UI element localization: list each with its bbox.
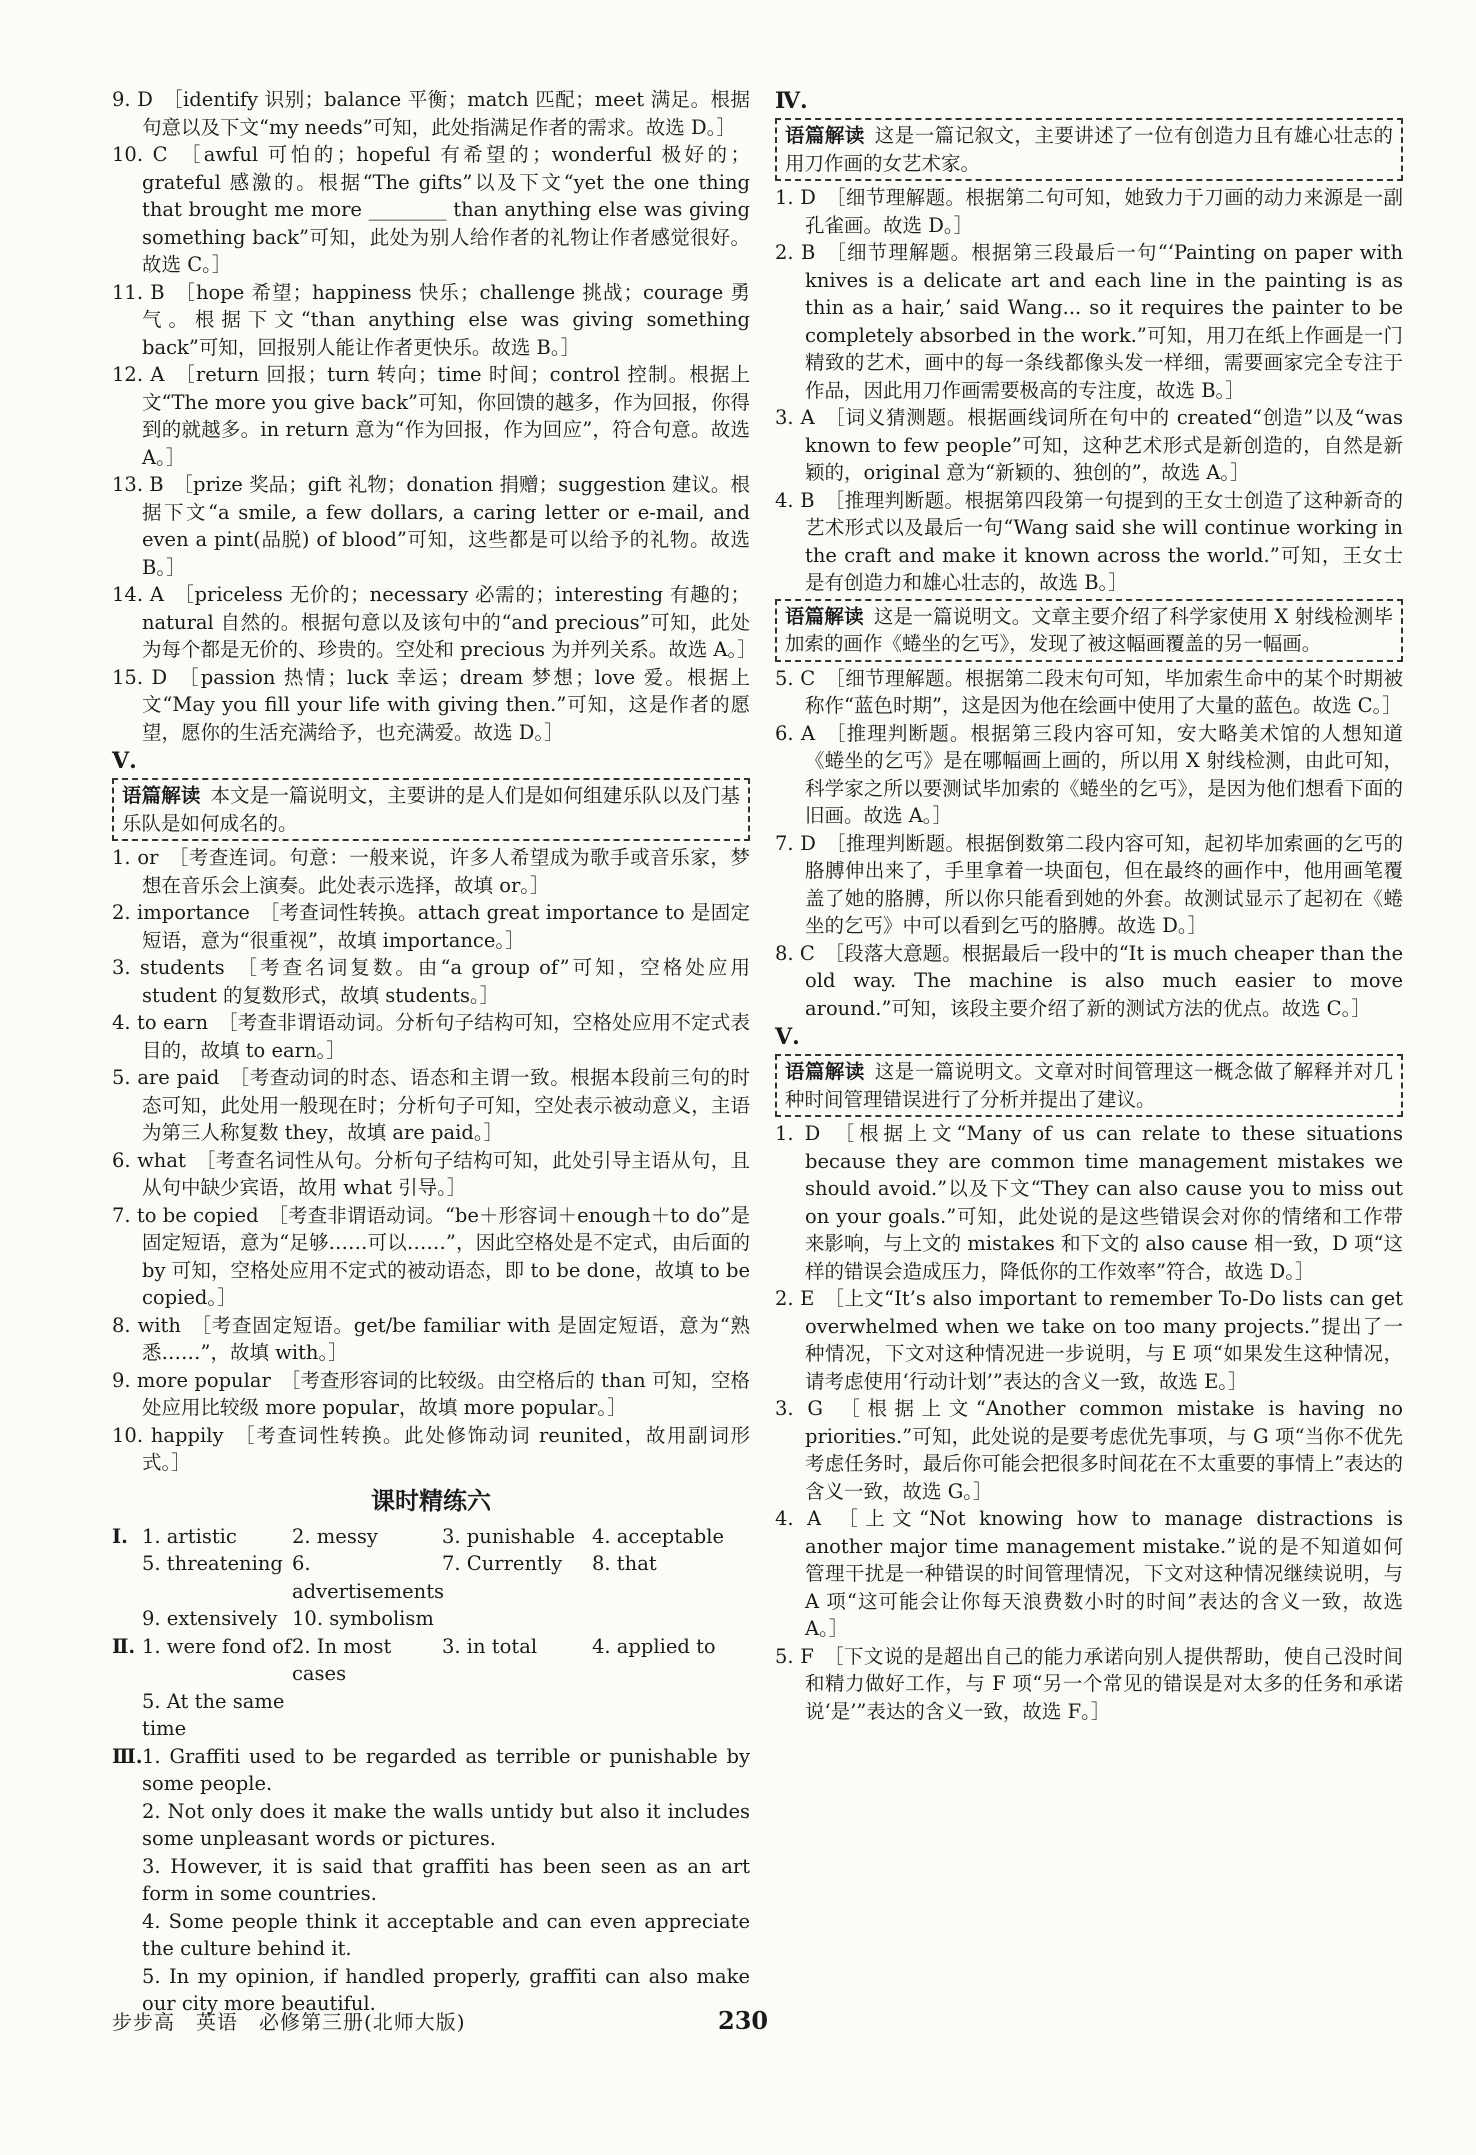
section-iii-heading: Ⅲ. (112, 1744, 143, 1768)
left-column (112, 86, 757, 2018)
answer-key: 14. A (112, 583, 164, 606)
answer-explanation: ［考查非谓语动词。“be＋形容词＋enough＋to do”是固定短语，意为“足够……可以……”，因此空格处是不定式，由后面的 by 可知，空格处应用不定式的被动语态，即 to be done，故填 to be copied。］ (142, 1203, 750, 1309)
answer-item (112, 1202, 750, 1312)
answer-list-reading-a (775, 184, 1403, 597)
answer-item (112, 86, 750, 141)
answer-item (112, 141, 750, 279)
answer-item (112, 279, 750, 362)
answer-explanation: ［考查名词性从句。分析句子结构可知，此处引导主语从句，且从句中缺少宾语，故用 what 引导。］ (142, 1148, 750, 1199)
answer-key: 7. D (775, 831, 816, 855)
answer-item (112, 1422, 750, 1477)
answer-item (775, 1505, 1403, 1643)
answer-explanation: ［根据上文“Many of us can relate to these situations because they are common time management mistakes we should avoid.”以及下文“They can also cause you to miss out on your goals.”可知，此处说的是这些错误会对你的情绪和工作带来影响，与上文的 mistakes 和下文的 also cause 相一致，D 项“这样的错误会造成压力，降低你的工作效率”符合，故选 D。］ (805, 1122, 1403, 1283)
answer-list-cloze (112, 86, 757, 746)
answer-item (112, 361, 750, 471)
answer-explanation: ［上文“It’s also important to remember To-Do lists can get overwhelmed when we take on too many projects.”提出了一种情况，下文对这种情况进一步说明，与 E 项“如果发生这种情况，请考虑使用‘行动计划’”表达的含义一致，故选 E。］ (805, 1287, 1403, 1393)
answer-key: 13. B (112, 473, 164, 496)
answer-explanation: ［考查连词。句意：一般来说，许多人希望成为歌手或音乐家，梦想在音乐会上演奏。此处表示选择，故填 or。］ (142, 846, 750, 897)
answer-item (775, 1120, 1403, 1285)
short-answer: 9. extensively (142, 1607, 278, 1630)
answer-list-reading-b (775, 665, 1403, 1023)
answer-key: 7. to be copied (112, 1203, 259, 1227)
answer-explanation: ［细节理解题。根据第三段最后一句“‘Painting on paper with knives is a delicate art and each line in the painting is as thin as a hair,’ said Wang... so it requires the painter to be completely absorbed in the work.”可知，用刀在纸上作画是一门精致的艺术，画中的每一条线都像头发一样细，需要画家完全专注于作品，因此用刀作画需要极高的专注度，故选 B。］ (805, 241, 1403, 402)
answer-key: 6. A (775, 721, 816, 745)
section-i-answers (142, 1523, 742, 1633)
short-answer: 1. were fond of (142, 1634, 292, 1658)
answer-item (775, 184, 1403, 239)
section-iii-first: 1. Graffiti used to be regarded as terrible or punishable by some people. (142, 1744, 750, 1795)
answer-explanation: ［推理判断题。根据第三段内容可知，安大略美术馆的人想知道《蜷坐的乞丐》是在哪幅画上画的，所以用 X 射线检测，由此可知，科学家之所以要测试毕加索的《蜷坐的乞丐》，是因为他们想看下面的旧画。故选 A。］ (805, 721, 1403, 827)
answer-explanation: ［awful 可怕的；hopeful 有希望的；wonderful 极好的；grateful 感激的。根据“The gifts”以及下文“yet the one thing that brought me more ________ than anything else was giving something back”可知，此处为别人给作者的礼物让作者感觉很好。故选 C。］ (142, 143, 750, 276)
summary-label: 语篇解读 (785, 604, 864, 628)
answer-explanation: ［根据上文“Another common mistake is having no priorities.”可知，此处说的是要考虑优先事项，与 G 项“当你不优先考虑任务时，最后你可能会把很多时间花在不太重要的事情上”表达的含义一致，故选 G。］ (805, 1397, 1403, 1503)
answer-item (775, 720, 1403, 830)
answer-item (112, 581, 757, 664)
answer-key: 2. importance (112, 901, 250, 924)
answer-explanation: ［hope 希望；happiness 快乐；challenge 挑战；courage 勇气。根据下文“than anything else was giving something back”可知，回报别人能让作者更快乐。故选 B。］ (142, 280, 750, 359)
passage-summary-box-3 (775, 1054, 1403, 1117)
passage-summary-box-1 (775, 118, 1403, 181)
short-answer: 5. threatening (142, 1552, 283, 1575)
right-column (775, 86, 1403, 1725)
answer-item (775, 1395, 1403, 1505)
answer-item (112, 1312, 750, 1367)
summary-text: 这是一篇记叙文，主要讲述了一位有创造力且有雄心壮志的用刀作画的女艺术家。 (785, 124, 1393, 175)
answer-explanation: ［段落大意题。根据最后一段中的“It is much cheaper than the old way. The machine is also much easier to move around.”可知，该段主要介绍了新的测试方法的优点。故选 C。］ (805, 941, 1403, 1020)
answer-explanation: ［考查词性转换。attach great importance to 是固定短语，意为“很重视”，故填 importance。］ (142, 901, 750, 952)
short-answer: 2. messy (292, 1524, 378, 1548)
short-answer: 3. in total (442, 1634, 538, 1658)
answer-key: 6. what (112, 1148, 186, 1172)
answer-explanation: ［return 回报；turn 转向；time 时间；control 控制。根据上文“The more you give back”可知，你回馈的越多，作为回报，你得到的就越多。in return 意为“作为回报，作为回应”，符合句意。故选 A。］ (142, 363, 750, 469)
answer-item (775, 1643, 1403, 1726)
translation-sentence: 5. In my opinion, if handled properly, graffiti can also make our city more beautiful. (142, 1964, 750, 2015)
section-iii (112, 1743, 750, 1798)
short-answer: 2. In most cases (292, 1634, 392, 1685)
summary-label: 语篇解读 (122, 784, 201, 807)
section-ii (112, 1633, 750, 1743)
translation-sentence: 3. However, it is said that graffiti has been seen as an art form in some countries. (142, 1854, 750, 1905)
answer-key: 10. C (112, 143, 168, 166)
answer-item (775, 665, 1403, 720)
answer-explanation: ［上文“Not knowing how to manage distractions is another major time management mistake.”说的是不知道如何管理干扰是一种错误的时间管理情况，下文对这种情况继续说明，与 A 项“这可能会让你每天浪费数小时的时间”表达的含义一致，故选 A。］ (805, 1507, 1404, 1640)
answer-explanation: ［考查名词复数。由“a group of”可知，空格处应用 student 的复数形式，故填 students。］ (142, 956, 750, 1007)
answer-key: 1. D (775, 186, 816, 209)
answer-item (775, 487, 1403, 597)
answer-key: 15. D (112, 665, 168, 689)
answer-item (775, 940, 1403, 1023)
answer-key: 3. A (775, 406, 815, 429)
answer-key: 2. E (775, 1287, 815, 1310)
answer-item (112, 471, 750, 581)
short-answer: 5. At the same time (142, 1689, 285, 1740)
lesson-title: 课时精练六 (371, 1486, 491, 1515)
passage-summary-box-2 (775, 599, 1403, 662)
answer-explanation: ［prize 奖品；gift 礼物；donation 捐赠；suggestion 建议。根据下文“a smile, a few dollars, a caring letter or e-mail, and even a pint(品脱) of blood”可知，这些都是可以给予的礼物。故选 B。］ (142, 473, 750, 579)
answer-key: 3. G (775, 1397, 823, 1420)
short-answer: 3. punishable (442, 1524, 576, 1548)
answer-explanation: ［identify 识别；balance 平衡；match 匹配；meet 满足。根据句意以及下文“my needs”可知，此处指满足作者的需求。故选 D。］ (142, 88, 750, 139)
section-iii-sentences (112, 1798, 750, 2018)
answer-key: 4. B (775, 488, 815, 512)
answer-explanation: ［推理判断题。根据第四段第一句提到的王女士创造了这种新奇的艺术形式以及最后一句“Wang said she will continue working in the craft and make it known across the world.”可知，王女士是有创造力和雄心壮志的，故选 B。］ (805, 488, 1403, 594)
summary-text: 本文是一篇说明文，主要讲的是人们是如何组建乐队以及门基乐队是如何成名的。 (122, 784, 740, 835)
answer-item (112, 1009, 750, 1064)
answer-key: 9. more popular (112, 1368, 271, 1392)
answer-list-seven-choose-five (775, 1120, 1403, 1725)
answer-explanation: ［细节理解题。根据第二段末句可知，毕加索生命中的某个时期被称作“蓝色时期”，这是因为他在绘画中使用了大量的蓝色。故选 C。］ (805, 666, 1403, 717)
section-heading-iv: Ⅳ. (775, 88, 808, 114)
short-answer: 1. artistic (142, 1524, 237, 1548)
summary-label: 语篇解读 (785, 1060, 865, 1083)
answer-explanation: ［下文说的是超出自己的能力承诺向别人提供帮助，使自己没时间和精力做好工作，与 F 项“另一个常见的错误是对太多的任务和承诺说‘是’”表达的含义一致，故选 F。］ (805, 1644, 1403, 1723)
answer-item (775, 1285, 1403, 1395)
section-heading-v-right: Ⅴ. (775, 1024, 800, 1050)
answer-key: 2. B (775, 241, 816, 264)
section-i-heading: Ⅰ. (112, 1524, 128, 1548)
answer-explanation: ［priceless 无价的；necessary 必需的；interesting 有趣的；natural 自然的。根据句意以及该句中的“and precious”可知，此处为每个都是无价的、珍贵的。空处和 precious 为并列关系。故选 A。］ (142, 583, 757, 661)
section-ii-answers (142, 1633, 742, 1743)
answer-key: 4. A (775, 1507, 822, 1530)
answer-item (112, 1367, 750, 1422)
answer-explanation: ［考查形容词的比较级。由空格后的 than 可知，空格处应用比较级 more popular，故填 more popular。］ (142, 1368, 751, 1419)
short-answer: 4. applied to (592, 1634, 716, 1658)
answer-explanation: ［推理判断题。根据倒数第二段内容可知，起初毕加索画的乞丐的胳膊伸出来了，手里拿着一块面包，但在最终的画作中，他用画笔覆盖了她的胳膊，所以你只能看到她的外套。故测试显示了起初在《蜷坐的乞丐》中可以看到乞丐的胳膊。故选 D。］ (805, 831, 1403, 937)
answer-list-grammar-fill (112, 844, 750, 1477)
translation-sentence: 4. Some people think it acceptable and can even appreciate the culture behind it. (142, 1909, 750, 1960)
answer-item (775, 239, 1403, 404)
answer-item (112, 1147, 750, 1202)
book-title-footer: 步步高 英语 必修第三册(北师大版) (112, 2010, 466, 2034)
answer-item (112, 664, 750, 747)
answer-key: 1. D (775, 1122, 821, 1145)
answer-key: 10. happily (112, 1423, 224, 1447)
answer-key: 8. C (775, 941, 815, 965)
answer-explanation: ［考查词性转换。此处修饰动词 reunited，故用副词形式。］ (142, 1423, 750, 1474)
translation-sentence: 2. Not only does it make the walls untidy but also it includes some unpleasant words or pictures. (142, 1799, 750, 1850)
answer-item (112, 1064, 750, 1147)
answer-key: 11. B (112, 280, 165, 304)
answer-explanation: ［passion 热情；luck 幸运；dream 梦想；love 爱。根据上文“May you fill your life with giving then.”可知，这是作者的愿望，愿你的生活充满给予，也充满爱。故选 D。］ (142, 665, 750, 744)
answer-item (112, 844, 750, 899)
answer-explanation: ［细节理解题。根据第二句可知，她致力于刀画的动力来源是一副孔雀画。故选 D。］ (805, 186, 1403, 237)
section-heading-v-left: Ⅴ. (112, 748, 137, 774)
short-answer: 8. that (592, 1552, 657, 1575)
passage-summary-box (112, 778, 750, 841)
summary-text: 这是一篇说明文。文章对时间管理这一概念做了解释并对几种时间管理错误进行了分析并提出了建议。 (785, 1060, 1393, 1111)
answer-key: 3. students (112, 956, 225, 979)
answer-key: 1. or (112, 846, 159, 869)
answer-explanation: ［考查动词的时态、语态和主谓一致。根据本段前三句的时态可知，此处用一般现在时；分析句子可知，空处表示被动意义，主语为第三人称复数 they，故填 are paid。］ (142, 1066, 750, 1144)
section-ii-heading: Ⅱ. (112, 1634, 136, 1658)
short-answer: 10. symbolism (292, 1607, 434, 1630)
page-number: 230 (718, 2006, 769, 2035)
answer-key: 4. to earn (112, 1011, 209, 1034)
short-answer: 7. Currently (442, 1552, 563, 1575)
summary-text: 这是一篇说明文。文章主要介绍了科学家使用 X 射线检测毕加索的画作《蜷坐的乞丐》，发现了被这幅画覆盖的另一幅画。 (785, 604, 1393, 655)
summary-label: 语篇解读 (785, 124, 865, 147)
short-answer: 6. advertisements (292, 1552, 445, 1603)
answer-key: 9. D (112, 88, 153, 111)
answer-key: 5. are paid (112, 1066, 220, 1089)
answer-explanation: ［词义猜测题。根据画线词所在句中的 created“创造”以及“was known to few people”可知，这种艺术形式是新创造的，自然是新颖的，original 意为“新颖的、独创的”，故选 A。］ (805, 406, 1403, 484)
answer-key: 8. with (112, 1313, 181, 1337)
short-answer: 4. acceptable (592, 1524, 725, 1548)
answer-item (112, 954, 750, 1009)
answer-key: 12. A (112, 363, 165, 386)
section-i (112, 1523, 750, 1633)
answer-item (112, 899, 750, 954)
answer-item (775, 830, 1403, 940)
answer-item (775, 404, 1403, 487)
answer-key: 5. C (775, 666, 816, 690)
answer-key: 5. F (775, 1644, 814, 1668)
answer-explanation: ［考查非谓语动词。分析句子结构可知，空格处应用不定式表目的，故填 to earn。］ (142, 1011, 750, 1062)
answer-explanation: ［考查固定短语。get/be familiar with 是固定短语，意为“熟悉……”，故填 with。］ (142, 1313, 750, 1364)
